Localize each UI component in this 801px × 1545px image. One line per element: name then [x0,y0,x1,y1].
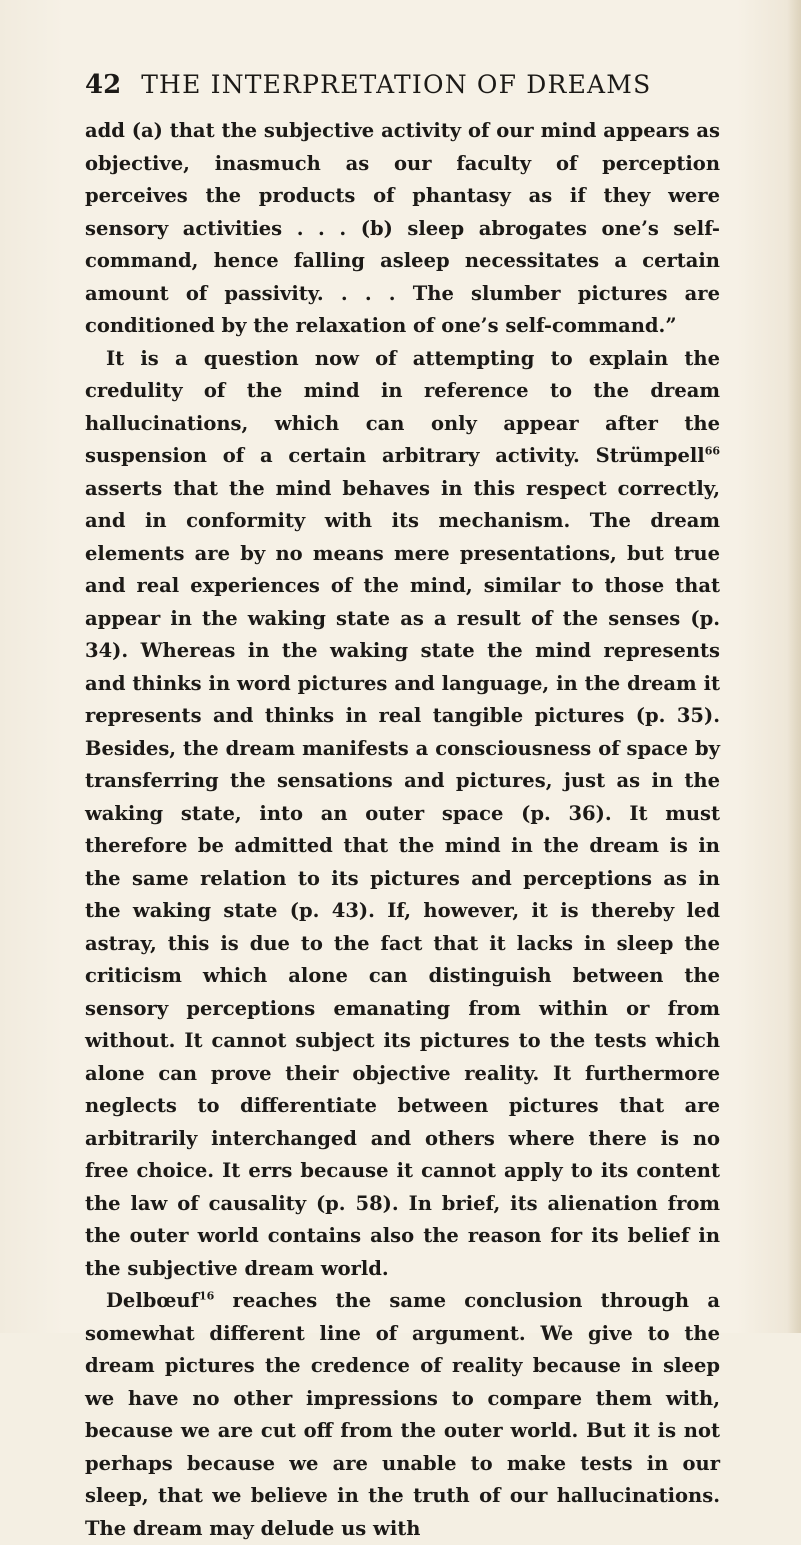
paragraph-3-text-start: Delbœuf [106,1289,199,1312]
paragraph-3 [85,1285,720,1545]
page-number: 42 [85,70,122,100]
page-edge-shadow [787,0,801,1333]
running-title: THE INTERPRETATION OF DREAMS [141,70,652,99]
page-header [85,70,725,110]
paragraph-2 [85,343,720,1286]
paragraph-2-text-start: It is a question now of attempting to explain the credulity of the mind in reference to the dream hallucinations, which can only appear after the suspension of a certain arbitrary activity. Strümpell [85,346,720,467]
body-text [85,115,720,1545]
footnote-ref-16: 16 [198,1289,215,1303]
paragraph-2-text-rest: asserts that the mind behaves in this respect correctly, and in conformity with its mechanism. The dream elements are by no means mere presentations, but true and real experiences of the mind, similar to those that appear in the waking state as a result of the senses (p. 34). Whereas in the waking state the mind represents and thinks in word pictures and language, in the dream it represents and thinks in real tangible pictures (p. 35). Besides, the dream manifests a consciousness of space by transferring the sensations and pictures, just as in the waking state, into an outer space (p. 36). It must therefore be admitted that the mind in the dream is in the same relation to its pictures and perceptions as in the waking state (p. 43). If, however, it is thereby led astray, this is due to the fact that it lacks in sleep the criticism which alone can distinguish between the sensory perceptions emanating from within or from without. It cannot subject its pictures to the tests which alone can prove their objective reality. It furthermore neglects to differentiate between pictures that are arbitrarily interchanged and others where there is no free choice. It errs because it cannot apply to its content the law of causality (p. 58). In brief, its alienation from the outer world contains also the reason for its belief in the subjective dream world. [85,476,720,1280]
footnote-ref-66: 66 [704,444,720,458]
paragraph-3-text-rest: reaches the same conclusion through a somewhat different line of argument. We give to the dream pictures the credence of reality because in sleep we have no other impressions to compare them with, because we are cut off from the outer world. But it is not perhaps because we are unable to make tests in our sleep, that we believe in the truth of our hallucinations. The dream may delude us with [85,1289,720,1540]
paragraph-1: add (a) that the subjective activity of our mind appears as objective, inasmuch as our faculty of perception perceives the products of phantasy as if they were sensory activities . . . (b) sleep abrogates one’s self-command, hence falling asleep necessitates a certain amount of passivity. . . . The slumber pictures are conditioned by the relaxation of one’s self-command.” [85,119,720,337]
